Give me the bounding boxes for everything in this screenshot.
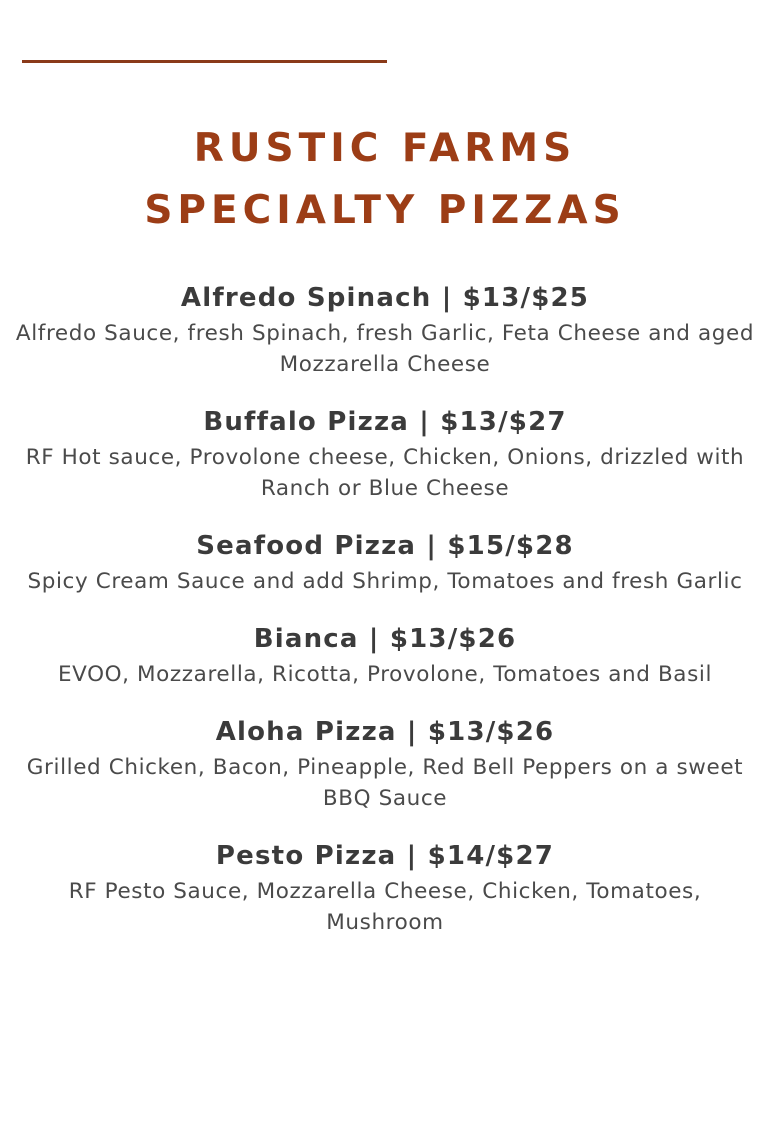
item-name: Bianca | $13/$26 [253,624,517,654]
item-name: Aloha Pizza | $13/$26 [215,717,555,747]
menu-list [0,278,770,960]
item-description: Spicy Cream Sauce and add Shrimp, Tomatoes and fresh Garlic [27,569,743,594]
item-name: Pesto Pizza | $14/$27 [215,841,555,871]
page-title [0,118,770,242]
list-item [0,278,770,380]
item-name: Seafood Pizza | $15/$28 [196,531,574,561]
item-description: RF Hot sauce, Provolone cheese, Chicken, Onions, drizzled with Ranch or Blue Cheese [25,445,745,501]
item-name: Buffalo Pizza | $13/$27 [203,407,567,437]
item-name: Alfredo Spinach | $13/$25 [180,283,590,313]
item-description: Alfredo Sauce, fresh Spinach, fresh Garlic, Feta Cheese and aged Mozzarella Cheese [15,321,755,377]
list-item [0,712,770,814]
item-description: RF Pesto Sauce, Mozzarella Cheese, Chicken, Tomatoes, Mushroom [68,879,702,935]
item-description: EVOO, Mozzarella, Ricotta, Provolone, Tomatoes and Basil [57,662,713,687]
list-item [0,402,770,504]
list-item [0,526,770,597]
title-line-2: SPECIALTY PIZZAS [144,188,626,233]
item-description: Grilled Chicken, Bacon, Pineapple, Red Bell Peppers on a sweet BBQ Sauce [26,755,744,811]
top-divider-rule [22,60,387,63]
title-line-1: RUSTIC FARMS [193,126,577,171]
list-item [0,836,770,938]
list-item [0,619,770,690]
